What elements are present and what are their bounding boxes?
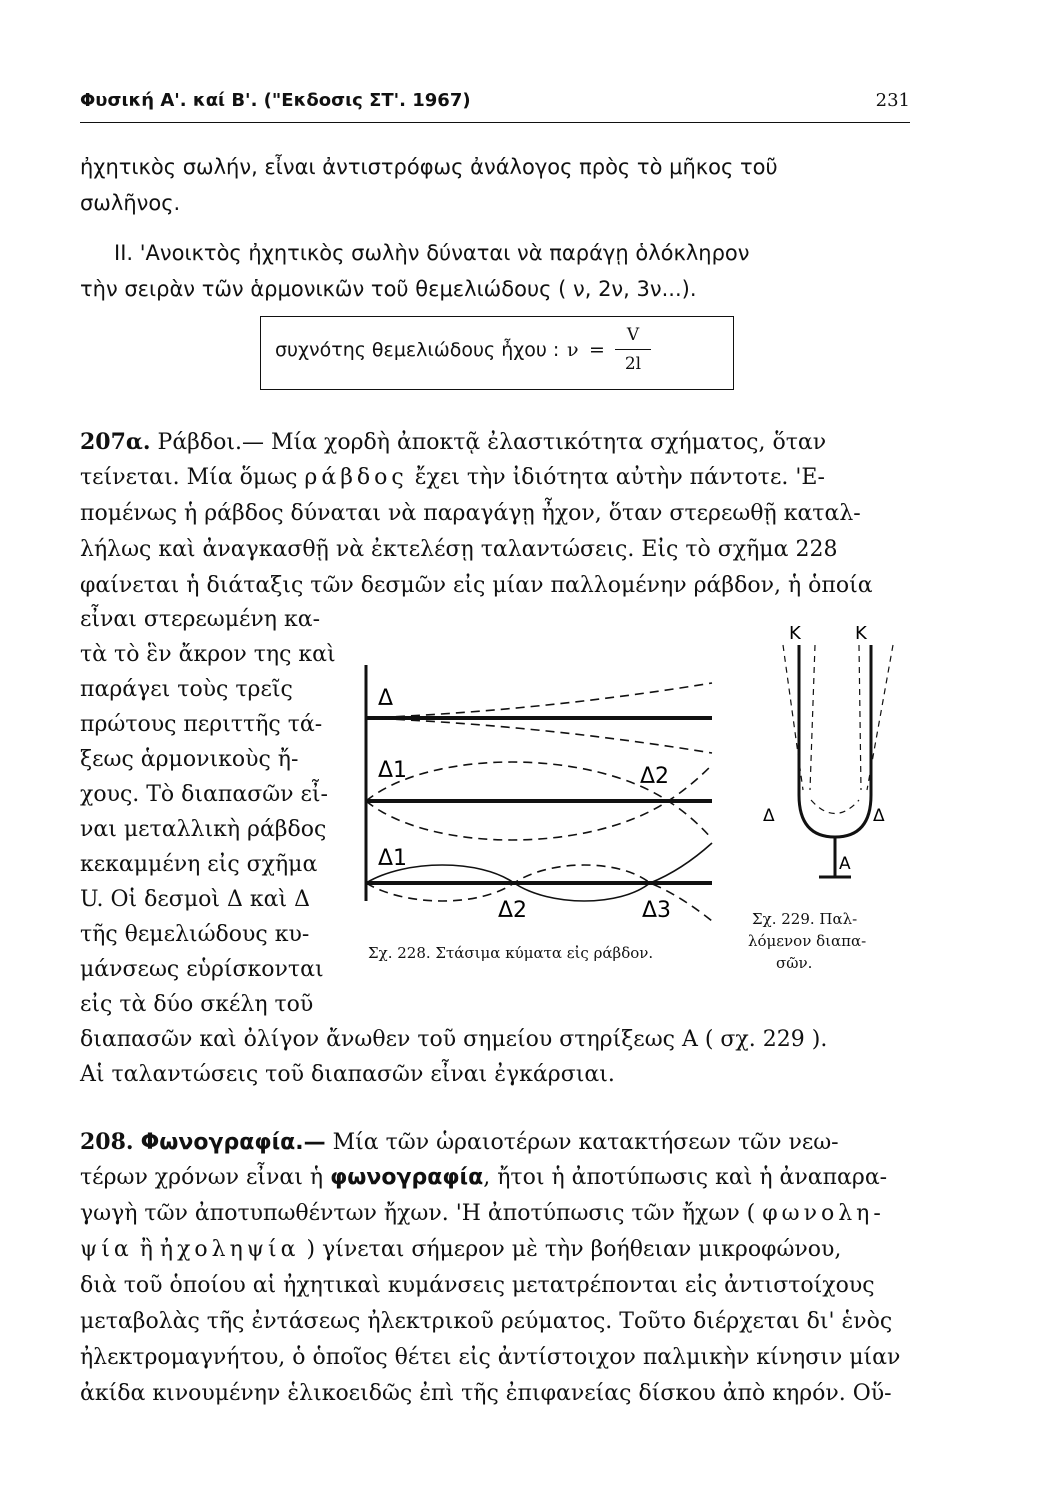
section-208-line-2b: , ἤτοι ἡ ἀποτύπωσις καὶ ἡ ἀναπαρα- — [483, 1165, 888, 1190]
section-207-line-1-text: Μία χορδὴ ἀποκτᾷ ἐλαστικότητα σχήματος, ὅταν — [271, 430, 827, 455]
section-208-line-2a: τέρων χρόνων εἶναι ἡ — [80, 1165, 324, 1190]
figure-229-caption-1: Σχ. 229. Παλ- — [752, 910, 858, 928]
formula-label: συχνότης θεμελιώδους ἦχου : — [275, 339, 560, 361]
intro-line-1: ἠχητικὸς σωλήν, εἶναι ἀντιστρόφως ἀνάλογος πρὸς τὸ μῆκος τοῦ — [80, 155, 778, 179]
section-207-line-2b: ἔχει τὴν ἰδιότητα αὐτὴν πάντοτε. 'Ε- — [414, 465, 825, 490]
label-node-left: Δ — [763, 806, 775, 826]
section-207-number: 207α. — [80, 429, 151, 455]
section-208-line-2 — [80, 1161, 887, 1195]
fork-prongs — [799, 645, 871, 837]
section-207-line-5: φαίνεται ἡ διάταξις τῶν δεσμῶν εἰς μίαν παλλομένην ράβδον, ἡ ὁποία — [80, 573, 873, 598]
intro-line-4: τὴν σειρὰν τῶν ἁρμονικῶν τοῦ θεμελιώδους ( ν, 2ν, 3ν...). — [80, 277, 697, 301]
section-208-line-5: διὰ τοῦ ὁποίου αἱ ἠχητικαὶ κυμάνσεις μετατρέπονται εἰς ἀντιστοίχους — [80, 1273, 875, 1298]
emphasized-term-phonography: φωνογραφία — [330, 1165, 484, 1190]
formula-denominator: 2l — [624, 354, 642, 374]
section-208-line-4-or: ἢ — [139, 1237, 153, 1262]
label-k-right: Κ — [855, 623, 867, 644]
label-node: Δ1 — [378, 846, 408, 871]
wrap-line: ξεως ἁρμονικοὺς ἤ- — [80, 747, 299, 772]
section-207-line-3: πομένως ἡ ράβδος δύναται νὰ παραγάγῃ ἦχον, ὅταν στερεωθῇ καταλ- — [80, 501, 861, 526]
prong-left-envelope-in — [810, 645, 815, 790]
wrap-line: τὰ τὸ ἓν ἄκρον της καὶ — [80, 642, 336, 667]
envelope-mode-1-upper — [366, 683, 712, 718]
envelope-mode-2-lower — [366, 801, 712, 840]
page-number: 231 — [875, 90, 910, 111]
label-node-right: Δ — [873, 806, 885, 826]
figure-228-standing-waves — [340, 665, 730, 925]
section-207-after-1: διαπασῶν καὶ ὀλίγον ἄνωθεν τοῦ σημείου στηρίξεως Α ( σχ. 229 ). — [80, 1027, 828, 1052]
wrap-line: χους. Τὸ διαπασῶν εἶ- — [80, 782, 328, 807]
figure-228-caption: Σχ. 228. Στάσιμα κύματα εἰς ράβδον. — [368, 944, 654, 962]
intro-line-3: II. 'Ανοικτὸς ἠχητικὸς σωλὴν δύναται νὰ παράγῃ ὁλόκληρον — [114, 241, 750, 265]
wrap-line: κεκαμμένη εἰς σχῆμα — [80, 852, 318, 877]
section-208-line-7: ἠλεκτρομαγνήτου, ὁ ὁποῖος θέτει εἰς ἀντίστοιχον παλμικὴν κίνησιν μίαν — [80, 1345, 901, 1370]
fork-bend-envelope — [811, 800, 859, 814]
formula-numerator: V — [615, 321, 651, 350]
wrap-line: εἰς τὰ δύο σκέλη τοῦ — [80, 992, 314, 1017]
figure-229-caption-2: λόμενον διαπα- — [748, 932, 867, 950]
section-208-line-6: μεταβολὰς τῆς ἐντάσεως ἠλεκτρικοῦ ρεύματος. Τοῦτο διέρχεται δι' ἑνὸς — [80, 1309, 893, 1334]
formula-box — [260, 316, 734, 390]
label-node: Δ3 — [642, 898, 672, 923]
prong-right-envelope-in — [859, 645, 861, 790]
formula-fraction — [615, 321, 651, 378]
section-208-line-4-rest: ) γίνεται σήμερον μὲ τὴν βοήθειαν μικροφώνου, — [306, 1237, 842, 1262]
section-207-line-2a: τείνεται. Μία ὅμως — [80, 465, 298, 490]
wrap-line: μάνσεως εὑρίσκονται — [80, 957, 324, 982]
emphasized-term-phonolepsia-end: ψία — [80, 1237, 133, 1262]
section-208-line-3 — [80, 1197, 885, 1231]
wrap-line: παράγει τοὺς τρεῖς — [80, 677, 293, 702]
label-k-left: Κ — [789, 623, 801, 644]
section-207-after-2: Αἱ ταλαντώσεις τοῦ διαπασῶν εἶναι ἐγκάρσιαι. — [80, 1062, 615, 1087]
book-title: Φυσική Α'. καί Β'. ("Εκδοσις ΣΤ'. 1967) — [80, 90, 471, 111]
section-207-line-4: λήλως καὶ ἀναγκασθῇ νὰ ἐκτελέσῃ ταλαντώσεις. Εἰς τὸ σχῆμα 228 — [80, 537, 838, 562]
formula-equals: = — [589, 339, 605, 361]
section-208-line-8: ἀκίδα κινουμένην ἑλικοειδῶς ἐπὶ τῆς ἐπιφανείας δίσκου ἀπὸ κηρόν. Οὕ- — [80, 1381, 892, 1406]
section-208-line-1-text: Μία τῶν ὡραιοτέρων κατακτήσεων τῶν νεω- — [332, 1130, 839, 1155]
intro-line-2: σωλῆνος. — [80, 191, 181, 215]
label-node: Δ2 — [498, 898, 528, 923]
label-node: Δ — [378, 686, 394, 711]
envelope-mode-1-lower — [366, 718, 712, 753]
wrap-line: πρώτους περιττῆς τά- — [80, 712, 323, 737]
section-208-title: Φωνογραφία.— — [140, 1130, 326, 1155]
section-208-number: 208. — [80, 1129, 134, 1155]
page-header — [80, 90, 910, 123]
wrap-line: ναι μεταλλικὴ ράβδος — [80, 817, 327, 842]
emphasized-term-phonolepsia: φωνολη- — [762, 1201, 885, 1226]
wrap-line: εἶναι στερεωμένη κα- — [80, 607, 321, 632]
label-node: Δ2 — [640, 764, 670, 789]
section-207-line-2 — [80, 461, 825, 495]
figure-229-tuning-fork — [755, 615, 915, 905]
section-208-line-1 — [80, 1125, 839, 1160]
formula-variable: ν — [567, 339, 579, 361]
wrap-line: U. Οἱ δεσμοὶ Δ καὶ Δ — [80, 887, 310, 912]
figure-229-caption-3: σῶν. — [776, 954, 813, 972]
section-207-title: Ράβδοι.— — [157, 430, 265, 455]
emphasized-term-echolepsia: ἠχοληψία — [159, 1237, 300, 1262]
label-node: Δ1 — [378, 758, 408, 783]
section-208-line-4 — [80, 1233, 841, 1267]
section-207-line-1 — [80, 425, 826, 460]
section-208-line-3a: γωγὴ τῶν ἀποτυπωθέντων ἤχων. 'Η ἀποτύπωσις τῶν ἤχων ( — [80, 1201, 756, 1226]
wrap-line: τῆς θεμελιώδους κυ- — [80, 922, 310, 947]
emphasized-term-rod: ράβδος — [304, 465, 408, 490]
label-support-point: Α — [839, 854, 851, 874]
